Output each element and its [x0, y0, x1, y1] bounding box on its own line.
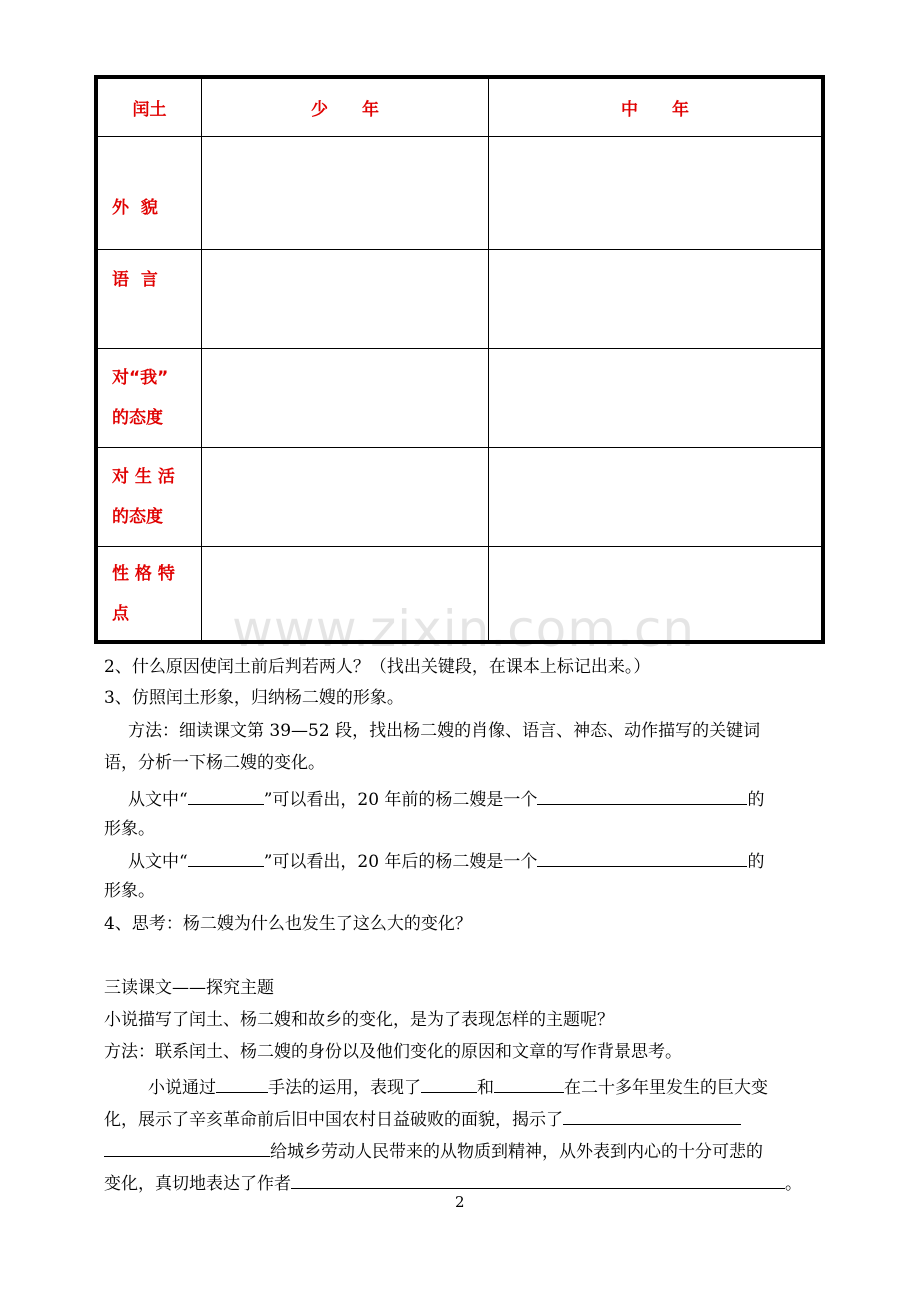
row-label-line: 的态度 — [112, 507, 163, 527]
row-label-line: 点 — [112, 603, 129, 624]
fill-line — [128, 786, 764, 811]
table-header-row — [98, 79, 822, 137]
row-label-line: 对“我” — [112, 368, 169, 388]
text: 变化，真切地表达了作者 — [104, 1174, 291, 1194]
text: 从文中“ — [128, 790, 188, 810]
method-line: 语，分析一下杨二嫂的变化。 — [104, 753, 325, 773]
fill-line-tail: 形象。 — [104, 881, 155, 901]
answer-cell[interactable] — [489, 250, 822, 349]
question-2: 2、什么原因使闰土前后判若两人？（找出关键段，在课本上标记出来。） — [104, 657, 651, 677]
watermark: www.zixin.com.cn — [232, 600, 696, 658]
row-label-line: 性 格 特 — [112, 563, 175, 584]
method-line: 方法：细读课文第 39—52 段，找出杨二嫂的肖像、语言、神态、动作描写的关键词 — [128, 721, 761, 741]
text: ”可以看出，20 年后的杨二嫂是一个 — [263, 852, 538, 872]
blank-field[interactable] — [563, 1106, 741, 1125]
row-label-line: 对 生 活 — [112, 467, 175, 487]
blank-field[interactable] — [291, 1170, 785, 1189]
row-label — [98, 349, 202, 448]
section-question: 小说描写了闰土、杨二嫂和故乡的变化，是为了表现怎样的主题呢？ — [104, 1010, 614, 1030]
text: 的 — [747, 790, 765, 810]
answer-cell[interactable] — [202, 250, 489, 349]
answer-cell[interactable] — [489, 448, 822, 547]
text: 从文中“ — [128, 852, 188, 872]
blank-field[interactable] — [104, 1138, 270, 1157]
text: 手法的运用，表现了 — [268, 1078, 421, 1098]
row-label — [98, 137, 202, 250]
blank-field[interactable] — [494, 1074, 564, 1093]
text: 在二十多年里发生的巨大变 — [564, 1078, 768, 1098]
comparison-table — [94, 75, 825, 644]
blank-field[interactable] — [537, 786, 747, 805]
answer-cell[interactable] — [202, 448, 489, 547]
page-number: 2 — [455, 1193, 465, 1211]
text: 小说通过 — [148, 1078, 216, 1098]
table-row — [98, 250, 822, 349]
section-method: 方法：联系闰土、杨二嫂的身份以及他们变化的原因和文章的写作背景思考。 — [104, 1042, 682, 1062]
header-cell: 闰土 — [98, 79, 202, 137]
text: 的 — [747, 852, 765, 872]
table-row — [98, 448, 822, 547]
header-cell: 少 年 — [202, 79, 489, 137]
answer-cell[interactable] — [202, 137, 489, 250]
answer-cell[interactable] — [489, 349, 822, 448]
blank-field[interactable] — [537, 848, 747, 867]
question-3: 3、仿照闰土形象，归纳杨二嫂的形象。 — [104, 688, 404, 708]
theme-paragraph-line — [104, 1170, 802, 1195]
text: 化，展示了辛亥革命前后旧中国农村日益破败的面貌，揭示了 — [104, 1110, 563, 1130]
text: 给城乡劳动人民带来的从物质到精神，从外表到内心的十分可悲的 — [270, 1142, 763, 1162]
blank-field[interactable] — [188, 848, 264, 867]
row-label — [98, 448, 202, 547]
theme-paragraph-line — [104, 1138, 763, 1163]
row-label-line: 外 貌 — [112, 198, 161, 218]
row-label — [98, 250, 202, 349]
blank-field[interactable] — [421, 1074, 477, 1093]
text: 。 — [785, 1174, 802, 1194]
row-label — [98, 547, 202, 641]
header-cell: 中 年 — [489, 79, 822, 137]
table-row — [98, 137, 822, 250]
blank-field[interactable] — [216, 1074, 268, 1093]
theme-paragraph-line — [148, 1074, 768, 1099]
fill-line — [128, 848, 764, 873]
row-label-line: 语 言 — [112, 270, 161, 290]
answer-cell[interactable] — [489, 137, 822, 250]
fill-line-tail: 形象。 — [104, 819, 155, 839]
table-row — [98, 349, 822, 448]
text: ”可以看出，20 年前的杨二嫂是一个 — [263, 790, 538, 810]
section-title: 三读课文——探究主题 — [104, 978, 274, 998]
theme-paragraph-line — [104, 1106, 741, 1131]
blank-field[interactable] — [188, 786, 264, 805]
text: 和 — [477, 1078, 494, 1098]
question-4: 4、思考：杨二嫂为什么也发生了这么大的变化？ — [104, 914, 472, 934]
answer-cell[interactable] — [202, 349, 489, 448]
row-label-line: 的态度 — [112, 408, 163, 428]
